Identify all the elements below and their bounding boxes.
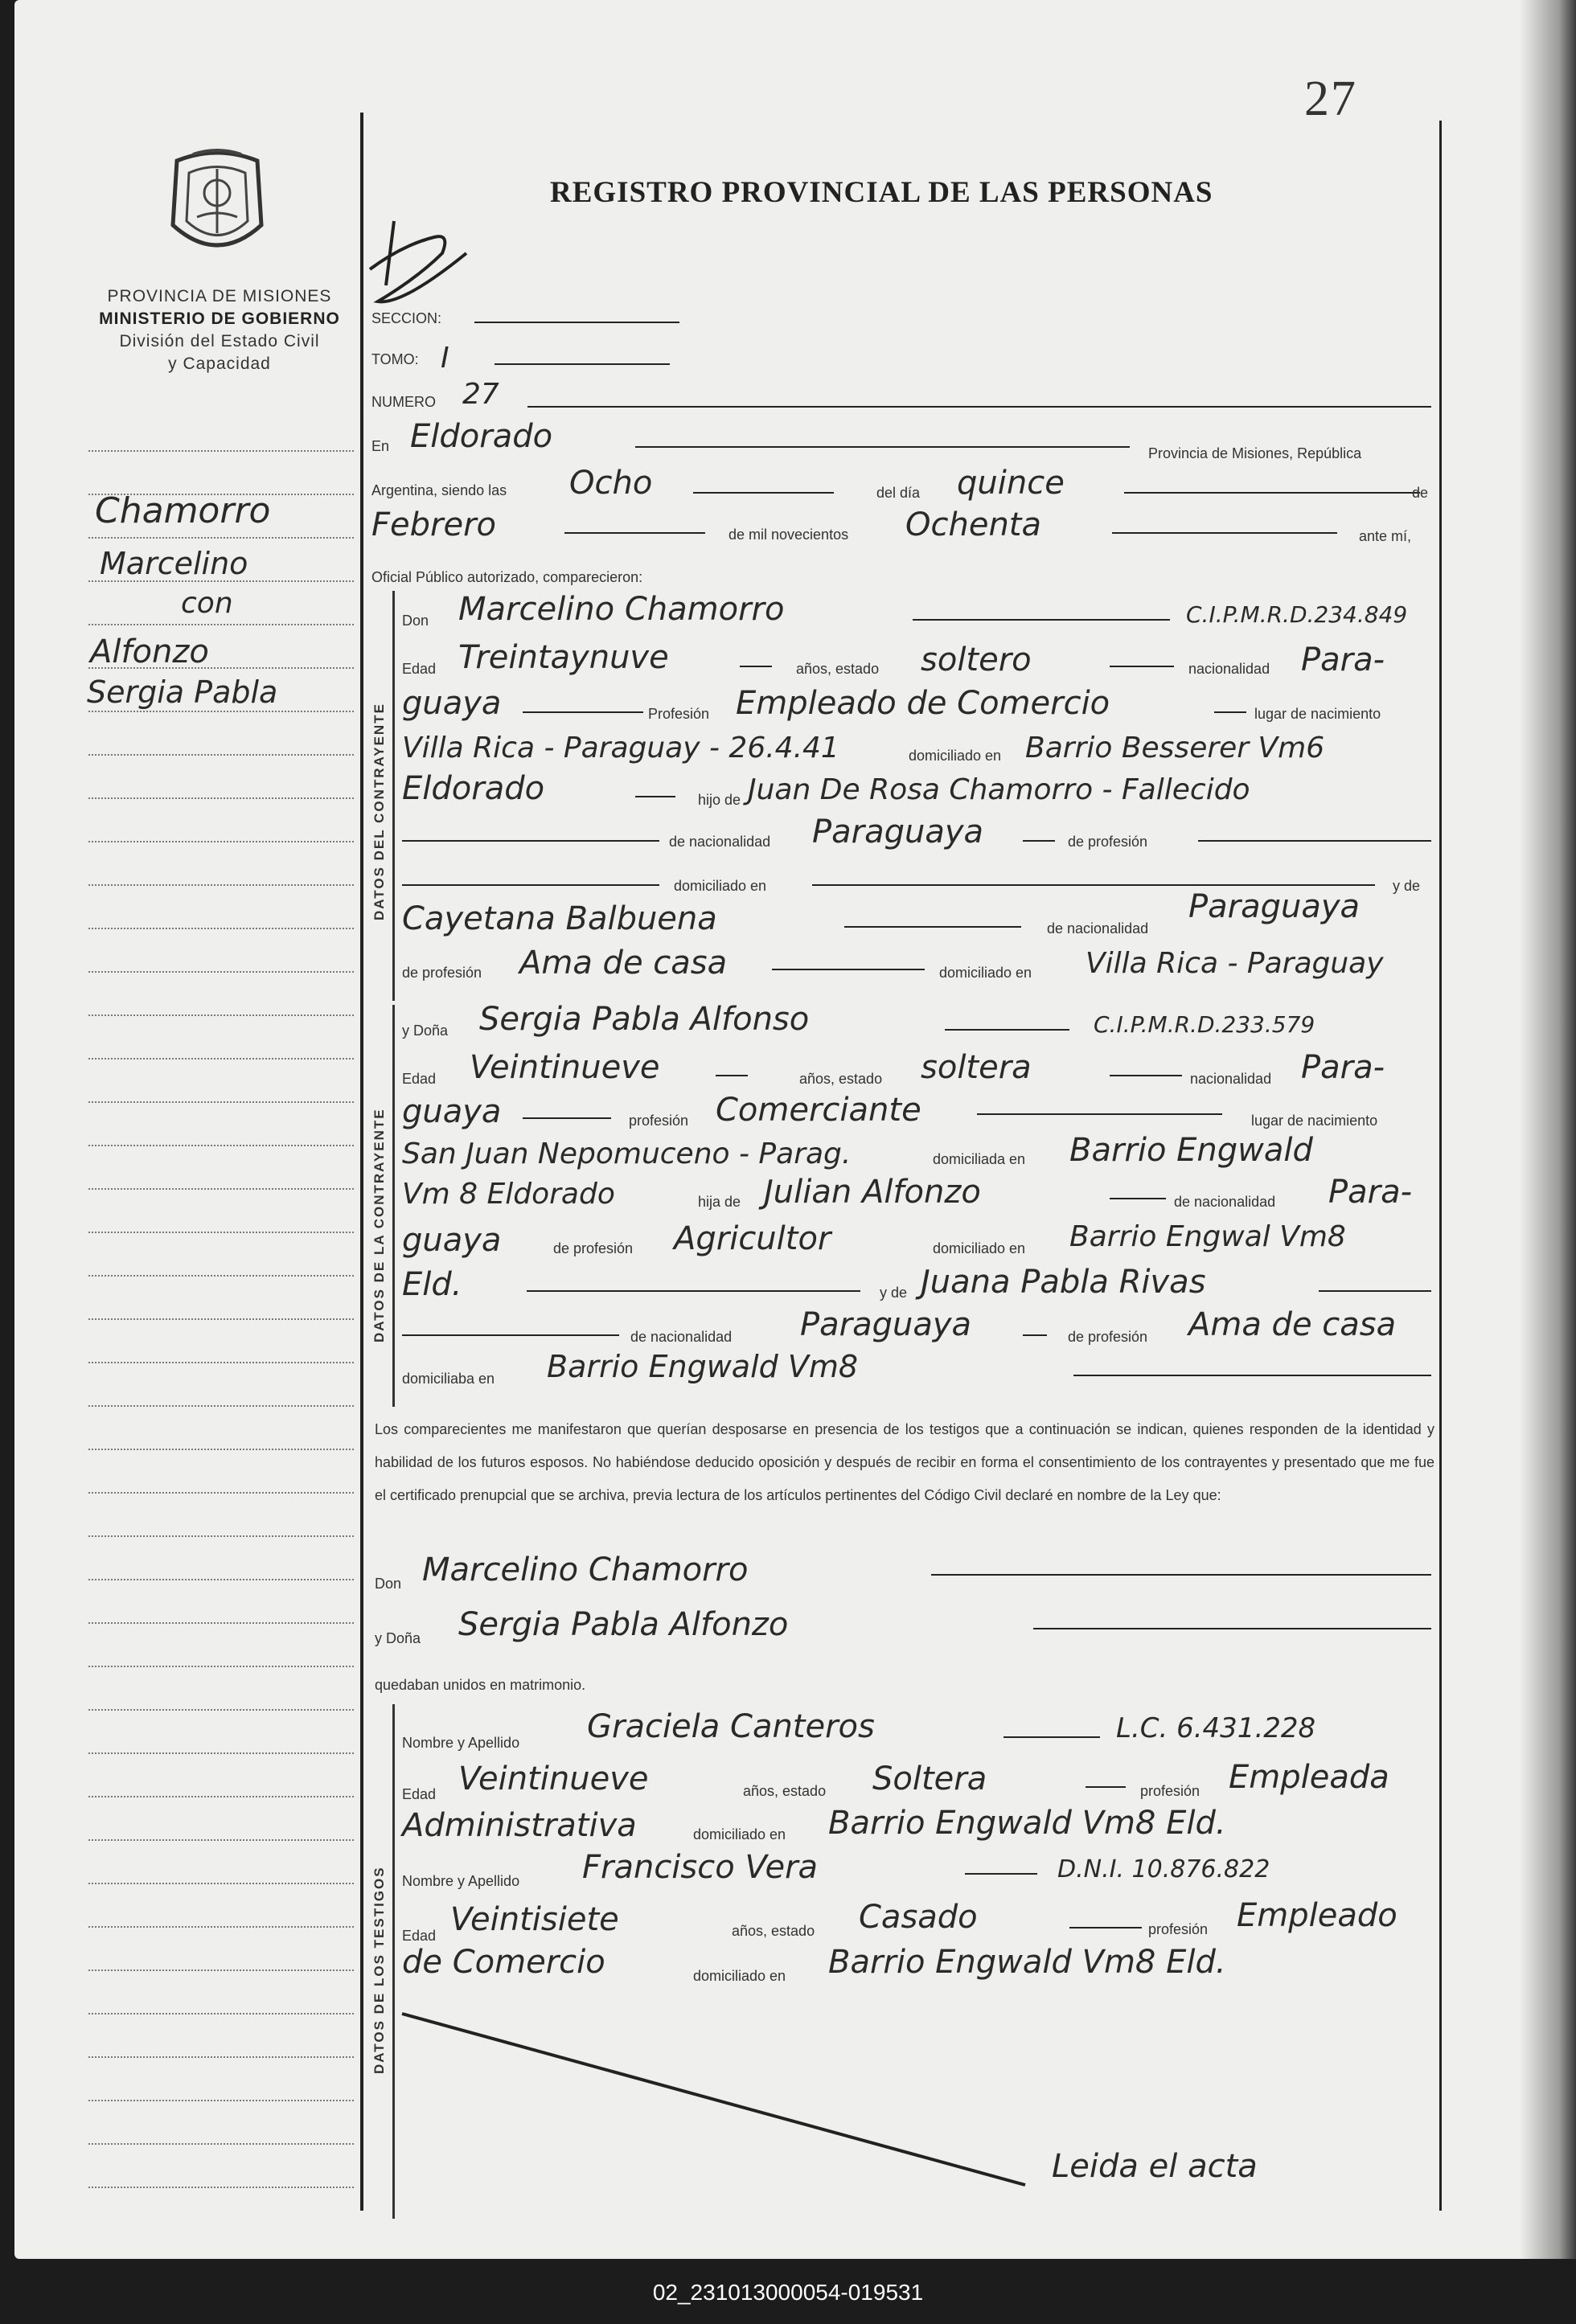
groom-nationality-1: Para- (1301, 641, 1385, 678)
ante-mi-label: ante mí, (1359, 528, 1412, 544)
margin-ruled-line (88, 1145, 354, 1146)
year-line (1112, 532, 1337, 534)
bride-father: Julian Alfonzo (764, 1174, 981, 1211)
groom-age-line (740, 666, 772, 667)
union-dona-label: y Doña (375, 1630, 421, 1646)
w2-edad-label: Edad (402, 1928, 437, 1944)
de-label: de (1412, 485, 1429, 501)
bride-mnat-line-1 (402, 1334, 619, 1336)
leida-el-acta: Leida el acta (1052, 2148, 1258, 2185)
argentina-text: Argentina, siendo las (371, 482, 507, 498)
w2-state-line (1069, 1927, 1142, 1928)
groom-id: C.I.P.M.R.D.234.849 (1186, 601, 1408, 628)
groom-fprof-line (1198, 840, 1431, 842)
blank-space-cancel-line (398, 2010, 1041, 2195)
tomo-value: I (441, 342, 449, 375)
groom-de-nacionalidad-label: de nacionalidad (669, 834, 771, 850)
w2-name: Francisco Vera (582, 1849, 819, 1886)
bride-state-line (1110, 1075, 1182, 1076)
footer-file-id: 02_231013000054-019531 (652, 2280, 924, 2305)
margin-ruled-line (88, 1014, 354, 1016)
groom-mother-nac-label: de nacionalidad (1047, 920, 1149, 937)
groom-fnat-line (1023, 840, 1055, 842)
groom-domiciliado-label: domiciliado en (909, 748, 1002, 764)
del-dia-label: del día (876, 485, 921, 501)
hour-line (693, 492, 834, 494)
margin-ruled-line (88, 1362, 354, 1363)
declaration-text: Los comparecientes me manifestaron que querían desposarse en presencia de los testigos que a continuación se indican, quienes responden de la identidad y habilidad de los futuros esposos. No habiéndose deducido oposición y después de recibir en forma el consentimiento de los contrayentes y presentado que me fue el certificado prenupcial que se archiva, previa lectura de los artículos pertinentes del Código Civil declaré en nombre de la Ley que: (375, 1421, 1434, 1503)
groom-father: Juan De Rosa Chamorro - Fallecido (748, 773, 1250, 806)
bride-nacionalidad-label: nacionalidad (1190, 1071, 1272, 1087)
w1-domiciliado-label: domiciliado en (693, 1826, 786, 1842)
union-bride-line (1033, 1628, 1431, 1629)
bride-section-label: DATOS DE LA CONTRAYENTE (371, 1108, 387, 1342)
margin-con: con (181, 587, 233, 620)
groom-fdom-line-2 (812, 884, 1375, 886)
margin-ruled-line (88, 884, 354, 886)
bride-father-profession: Agricultor (674, 1220, 831, 1257)
groom-section-label: DATOS DEL CONTRAYENTE (371, 703, 387, 920)
groom-nat2-line (523, 711, 643, 713)
bride-profesion-label: profesión (629, 1113, 689, 1129)
w2-profession-2: de Comercio (402, 1944, 605, 1981)
margin-ruled-line (88, 971, 354, 973)
groom-mother-dom-label: domiciliado en (939, 965, 1032, 981)
month-value: Febrero (371, 506, 496, 543)
margin-ruled-line (88, 1492, 354, 1494)
bride-y-de-label: y de (880, 1285, 908, 1301)
month-line (564, 532, 705, 534)
hour-value: Ocho (569, 465, 653, 502)
groom-mother-address: Villa Rica - Paraguay (1086, 947, 1384, 980)
union-groom-line (931, 1574, 1431, 1576)
bride-mother-profession: Ama de casa (1188, 1306, 1397, 1343)
groom-anos-estado: años, estado (796, 661, 880, 677)
w2-state: Casado (859, 1899, 978, 1936)
en-label: En (371, 438, 390, 454)
groom-lugar-label: lugar de nacimiento (1254, 706, 1381, 722)
page-edge (1520, 0, 1576, 2259)
margin-ruled-line (88, 1622, 354, 1624)
w2-profesion-label: profesión (1148, 1921, 1209, 1937)
seccion-label: SECCION: (371, 310, 442, 326)
margin-ruled-line (88, 1969, 354, 1971)
issuer-line2: MINISTERIO DE GOBIERNO (99, 309, 340, 328)
numero-label: NUMERO (371, 394, 436, 410)
issuer-line3: División del Estado Civil (119, 332, 320, 350)
margin-ruled-line (88, 1666, 354, 1667)
day-line (1124, 492, 1420, 494)
bride-nat2-line (523, 1117, 611, 1119)
groom-nacionalidad-label: nacionalidad (1188, 661, 1270, 677)
groom-address-1: Barrio Besserer Vm6 (1025, 732, 1325, 764)
w2-address: Barrio Engwald Vm8 Eld. (828, 1944, 1226, 1981)
bride-domiciliaba-label: domiciliaba en (402, 1371, 495, 1387)
bride-address-1: Barrio Engwald (1069, 1132, 1313, 1169)
margin-ruled-line (88, 1535, 354, 1537)
groom-address-2: Eldorado (402, 770, 545, 807)
margin-ruled-line (88, 797, 354, 799)
margin-ruled-line (88, 537, 354, 539)
margin-ruled-line (88, 1318, 354, 1320)
document-title: REGISTRO PROVINCIAL DE LAS PERSONAS (550, 176, 1213, 209)
day-value: quince (957, 465, 1065, 502)
groom-state-line (1110, 666, 1174, 667)
provincial-seal-icon (161, 145, 273, 265)
bride-mother-nationality: Paraguaya (800, 1306, 972, 1343)
w1-profession-2: Administrativa (402, 1807, 637, 1844)
w1-state: Soltera (872, 1760, 987, 1797)
w1-profesion-label: profesión (1140, 1783, 1200, 1799)
year-value: Ochenta (905, 506, 1041, 543)
w2-nombre-label: Nombre y Apellido (402, 1873, 520, 1889)
w1-profession: Empleada (1229, 1759, 1389, 1796)
place-line (635, 446, 1130, 448)
union-groom: Marcelino Chamorro (422, 1551, 749, 1588)
groom-mprof-line (772, 969, 925, 970)
bride-de-profesion-label: de profesión (553, 1240, 634, 1256)
groom-mother-line (844, 926, 1021, 928)
bride-name: Sergia Pabla Alfonso (479, 1001, 810, 1038)
margin-ruled-line (88, 841, 354, 842)
margin-ruled-line (88, 1101, 354, 1103)
margin-ruled-line (88, 1449, 354, 1450)
issuer-line4: y Capacidad (168, 355, 271, 373)
bride-hija-label: hija de (698, 1194, 741, 1210)
bride-mother: Juana Pabla Rivas (921, 1264, 1206, 1301)
groom-fdom-line-1 (402, 884, 659, 886)
w1-address: Barrio Engwald Vm8 Eld. (828, 1805, 1226, 1842)
right-margin-rule (1439, 121, 1442, 2211)
union-don-label: Don (375, 1576, 402, 1592)
groom-civil-state: soltero (921, 641, 1032, 678)
initials-signature (354, 213, 474, 326)
margin-ruled-line (88, 2143, 354, 2145)
margin-ruled-line (88, 1883, 354, 1884)
w2-id: D.N.I. 10.876.822 (1057, 1855, 1270, 1883)
groom-mother-profession: Ama de casa (519, 945, 728, 982)
bride-id: C.I.P.M.R.D.233.579 (1094, 1011, 1315, 1038)
place-value: Eldorado (410, 418, 553, 455)
bride-mother-address: Barrio Engwald Vm8 (547, 1349, 859, 1384)
left-margin-rule (360, 113, 363, 2211)
bride-fdom-line (527, 1290, 860, 1292)
groom-bracket (392, 591, 395, 1001)
w2-domiciliado-label: domiciliado en (693, 1968, 786, 1984)
groom-mother: Cayetana Balbuena (402, 900, 717, 937)
bride-father-address-2: Eld. (402, 1266, 462, 1303)
margin-ruled-line (88, 2187, 354, 2188)
bride-maddr-line (1073, 1375, 1431, 1376)
issuer-line1: PROVINCIA DE MISIONES (107, 287, 332, 305)
de-mil-label: de mil novecientos (728, 527, 849, 543)
margin-ruled-line (88, 2100, 354, 2101)
margin-ruled-line (88, 1579, 354, 1580)
bride-father-line (1110, 1198, 1166, 1199)
margin-ruled-line (88, 1275, 354, 1277)
margin-ruled-line (88, 2013, 354, 2015)
margin-surname: Chamorro (95, 490, 271, 531)
w1-id: L.C. 6.431.228 (1116, 1712, 1316, 1744)
groom-hijo-label: hijo de (698, 792, 741, 808)
groom-y-de-label: y de (1393, 878, 1421, 894)
bride-mother-line (1319, 1290, 1431, 1292)
groom-edad-label: Edad (402, 661, 437, 677)
bride-anos-estado: años, estado (799, 1071, 883, 1087)
w1-edad-label: Edad (402, 1786, 437, 1802)
margin-ruled-line (88, 1796, 354, 1797)
w2-name-line (965, 1873, 1037, 1875)
groom-father-nationality: Paraguaya (812, 814, 984, 850)
margin-ruled-line (88, 450, 354, 452)
bride-father-nationality-2: guaya (402, 1222, 502, 1259)
bride-age: Veintinueve (470, 1049, 660, 1086)
bride-dona-label: y Doña (402, 1023, 449, 1039)
margin-ruled-line (88, 1405, 354, 1407)
w1-name-line (1003, 1736, 1100, 1738)
margin-bride-firstname: Sergia Pabla (87, 674, 278, 710)
bride-profession: Comerciante (716, 1092, 921, 1129)
tomo-label: TOMO: (371, 351, 419, 367)
w1-name: Graciela Canteros (587, 1708, 875, 1745)
margin-ruled-line (88, 1058, 354, 1060)
witness-bracket (392, 1704, 395, 2219)
groom-de-profesion-label: de profesión (1068, 834, 1148, 850)
w1-state-line (1086, 1786, 1126, 1788)
bride-prof-line (977, 1113, 1222, 1115)
witness-section-label: DATOS DE LOS TESTIGOS (371, 1866, 387, 2074)
bride-edad-label: Edad (402, 1071, 437, 1087)
bride-nationality-2: guaya (402, 1093, 502, 1130)
provincia-text: Provincia de Misiones, República (1148, 445, 1362, 461)
groom-profesion-label: Profesión (648, 706, 710, 722)
margin-ruled-line (88, 754, 354, 756)
bride-age-line (716, 1075, 748, 1076)
bride-domiciliada-label: domiciliada en (933, 1151, 1026, 1167)
bride-father-nationality-1: Para- (1328, 1174, 1413, 1211)
oficial-text: Oficial Público autorizado, comparecieron: (371, 569, 643, 585)
groom-birthplace: Villa Rica - Paraguay - 26.4.41 (402, 732, 839, 764)
margin-ruled-line (88, 2056, 354, 2058)
groom-mother-nationality: Paraguaya (1188, 888, 1361, 925)
w1-nombre-label: Nombre y Apellido (402, 1735, 520, 1751)
page-number: 27 (1304, 72, 1357, 126)
w1-age: Veintinueve (458, 1760, 649, 1797)
margin-ruled-line (88, 1188, 354, 1190)
groom-profession: Empleado de Comercio (736, 685, 1110, 722)
margin-ruled-line (88, 1926, 354, 1928)
margin-firstname: Marcelino (100, 546, 248, 581)
bride-father-address-1: Barrio Engwal Vm8 (1069, 1220, 1346, 1253)
margin-ruled-line (88, 1709, 354, 1711)
tomo-line (495, 363, 670, 365)
bride-bracket (392, 1005, 395, 1407)
seccion-line (474, 322, 679, 323)
w2-age: Veintisiete (450, 1901, 619, 1938)
bride-civil-state: soltera (921, 1049, 1032, 1086)
groom-addr2-line (635, 796, 675, 797)
groom-domiciliado-en-label: domiciliado en (674, 878, 767, 894)
union-bride: Sergia Pabla Alfonzo (458, 1606, 789, 1643)
groom-name: Marcelino Chamorro (458, 591, 785, 628)
bride-birthplace: San Juan Nepomuceno - Parag. (402, 1137, 852, 1170)
bride-address-2: Vm 8 Eldorado (402, 1178, 615, 1211)
bride-mnat-line-2 (1023, 1334, 1047, 1336)
union-closing: quedaban unidos en matrimonio. (375, 1677, 586, 1693)
margin-ruled-line (88, 1839, 354, 1841)
margin-bride-surname: Alfonzo (90, 633, 209, 670)
numero-value: 27 (462, 378, 499, 411)
groom-mother-prof-label: de profesión (402, 965, 482, 981)
margin-ruled-line (88, 1752, 354, 1754)
groom-nationality-2: guaya (402, 685, 502, 722)
bride-mother-prof-label: de profesión (1068, 1329, 1148, 1345)
margin-ruled-line (88, 1232, 354, 1233)
margin-ruled-line (88, 928, 354, 929)
bride-de-nacionalidad-label: de nacionalidad (1174, 1194, 1276, 1210)
w2-anos-estado: años, estado (732, 1923, 815, 1939)
bride-father-dom-label: domiciliado en (933, 1240, 1026, 1256)
numero-line (527, 406, 1431, 408)
groom-father-nat-line (402, 840, 659, 842)
bride-name-line (945, 1029, 1069, 1031)
w1-anos-estado: años, estado (743, 1783, 827, 1799)
groom-prof-line (1214, 711, 1246, 713)
issuer-block (79, 285, 360, 375)
w2-profession: Empleado (1237, 1897, 1397, 1934)
groom-don-label: Don (402, 613, 429, 629)
bride-mother-nac-label: de nacionalidad (630, 1329, 733, 1345)
groom-age: Treintaynuve (458, 639, 669, 676)
bride-lugar-label: lugar de nacimiento (1251, 1113, 1378, 1129)
bride-nationality-1: Para- (1301, 1049, 1385, 1086)
groom-name-line (913, 619, 1170, 621)
